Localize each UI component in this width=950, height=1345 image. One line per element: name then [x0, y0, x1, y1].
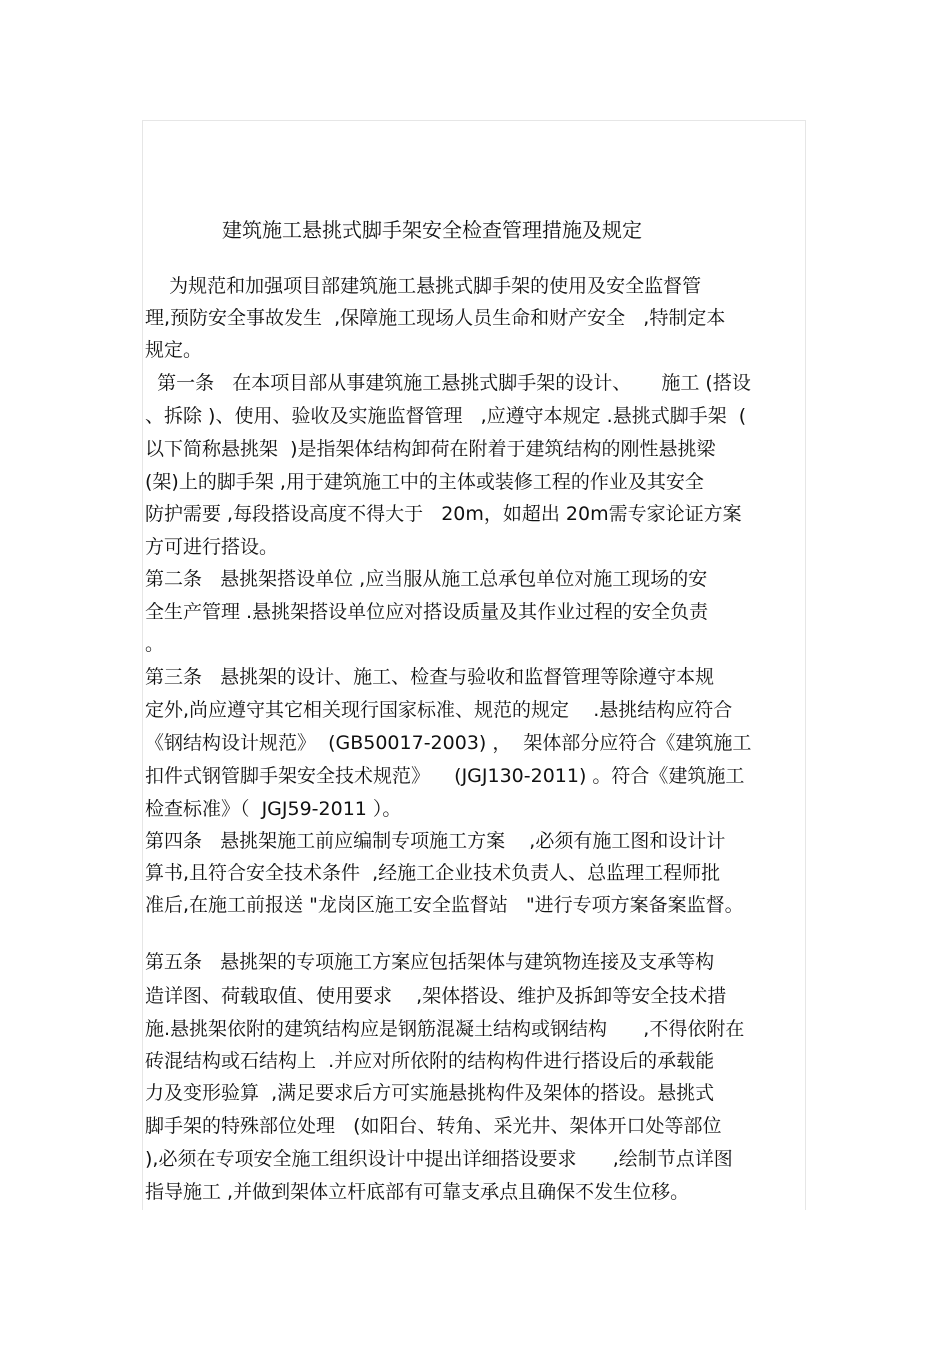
- document-title: 建筑施工悬挑式脚手架安全检查管理措施及规定: [222, 218, 642, 242]
- body-line: ),必须在专项安全施工组织设计中提出详细搭设要求 ,绘制节点详图: [145, 1148, 733, 1170]
- body-line: 指导施工 ,并做到架体立杆底部有可靠支承点且确保不发生位移。: [145, 1181, 690, 1203]
- body-line: 、拆除 )、使用、验收及实施监督管理 ,应遵守本规定 .悬挑式脚手架 (: [145, 405, 747, 427]
- body-line: 造详图、荷载取值、使用要求 ,架体搭设、维护及拆卸等安全技术措: [145, 985, 727, 1007]
- body-line: 全生产管理 .悬挑架搭设单位应对搭设质量及其作业过程的安全负责: [145, 601, 709, 623]
- body-line: 第五条 悬挑架的专项施工方案应包括架体与建筑物连接及支承等构: [145, 951, 715, 973]
- body-line: (架)上的脚手架 ,用于建筑施工中的主体或装修工程的作业及其安全: [145, 471, 704, 493]
- body-line: 方可进行搭设。: [145, 536, 279, 558]
- body-line: 脚手架的特殊部位处理 (如阳台、转角、采光井、架体开口处等部位: [145, 1115, 722, 1137]
- body-line: 算书,且符合安全技术条件 ,经施工企业技术负责人、总监理工程师批: [145, 862, 721, 884]
- body-line: 力及变形验算 ,满足要求后方可实施悬挑构件及架体的搭设。悬挑式: [145, 1082, 715, 1104]
- body-line: 。: [145, 633, 165, 655]
- body-line: 理,预防安全事故发生 ,保障施工现场人员生命和财产安全 ,特制定本: [145, 307, 726, 329]
- body-line: 第四条 悬挑架施工前应编制专项施工方案 ,必须有施工图和设计计: [145, 830, 726, 852]
- body-line: 砖混结构或石结构上 .并应对所依附的结构构件进行搭设后的承载能: [145, 1050, 715, 1072]
- body-line: 以下简称悬挑架 )是指架体结构卸荷在附着于建筑结构的刚性悬挑梁: [145, 438, 716, 460]
- body-line: 为规范和加强项目部建筑施工悬挑式脚手架的使用及安全监督管: [145, 275, 702, 297]
- body-line: 定外,尚应遵守其它相关现行国家标准、规范的规定 .悬挑结构应符合: [145, 699, 733, 721]
- body-line: 第二条 悬挑架搭设单位 ,应当服从施工总承包单位对施工现场的安: [145, 568, 708, 590]
- body-line: 检查标准》（ JGJ59-2011 ）。: [145, 798, 402, 820]
- body-line: 施.悬挑架依附的建筑结构应是钢筋混凝土结构或钢结构 ,不得依附在: [145, 1018, 745, 1040]
- body-line: 扣件式钢管脚手架安全技术规范》 (JGJ130-2011) 。符合《建筑施工: [145, 765, 745, 787]
- body-line: 第一条 在本项目部从事建筑施工悬挑式脚手架的设计、 施工 (搭设: [145, 372, 751, 394]
- body-line: 第三条 悬挑架的设计、施工、检查与验收和监督管理等除遵守本规: [145, 666, 715, 688]
- body-line: 防护需要 ,每段搭设高度不得大于 20m，如超出 20m需专家论证方案: [145, 503, 742, 525]
- body-line: 规定。: [145, 339, 203, 361]
- body-line: 准后,在施工前报送 "龙岗区施工安全监督站 "进行专项方案备案监督。: [145, 894, 744, 916]
- body-line: 《钢结构设计规范》 (GB50017-2003) ， 架体部分应符合《建筑施工: [145, 732, 752, 754]
